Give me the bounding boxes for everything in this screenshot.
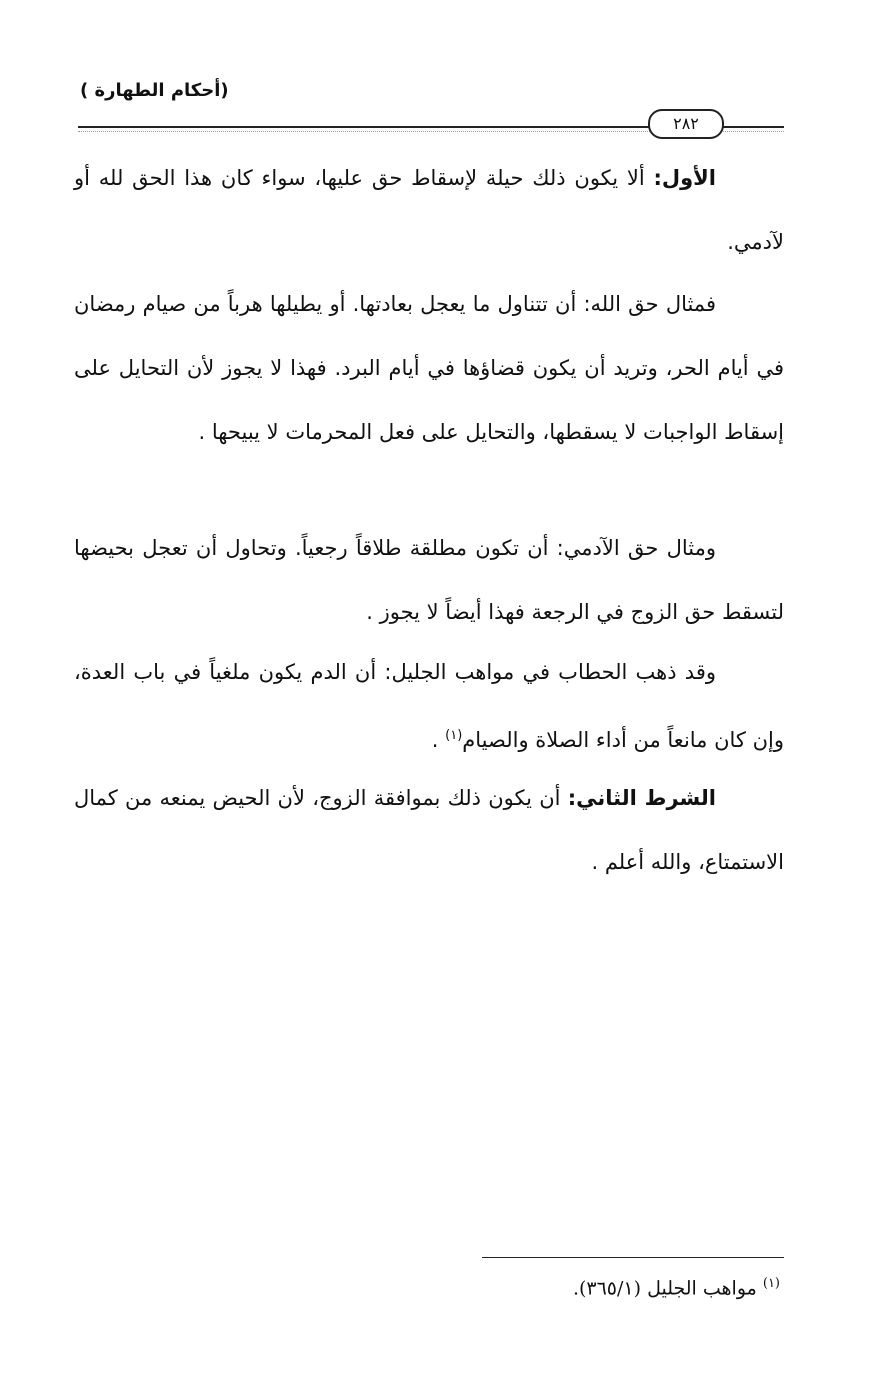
paragraph-2-text: فمثال حق الله: أن تتناول ما يعجل بعادتها. أو يطيلها هرباً من صيام رمضان في أيام الحر، وتريد أن يكون قضاؤها في أيام البرد. فهذا لا يجوز لأن التحايل على إسقاط الواجبات لا يسقطها، والتحايل على فعل المحرمات لا يبيحها . xyxy=(74,292,784,444)
paragraph-1-text: ألا يكون ذلك حيلة لإسقاط حق عليها، سواء كان هذا الحق لله أو لآدمي. xyxy=(74,166,784,254)
paragraph-1-label: الأول: xyxy=(653,166,716,190)
footnote-text: مواهب الجليل (٣٦٥/١). xyxy=(572,1277,763,1300)
footnote-separator xyxy=(482,1257,784,1258)
paragraph-5 xyxy=(74,766,784,894)
footnote-number: (١) xyxy=(762,1276,780,1291)
paragraph-3 xyxy=(74,516,784,644)
paragraph-4-text: وقد ذهب الحطاب في مواهب الجليل: أن الدم يكون ملغياً في باب العدة، وإن كان مانعاً من أداء الصلاة والصيام xyxy=(74,660,784,752)
paragraph-1 xyxy=(74,146,784,274)
page-number: ٢٨٢ xyxy=(648,109,724,139)
footnote xyxy=(480,1276,780,1299)
paragraph-5-text: أن يكون ذلك بموافقة الزوج، لأن الحيض يمنعه من كمال الاستمتاع، والله أعلم . xyxy=(74,786,784,874)
running-header-title: (أحكام الطهارة ) xyxy=(80,80,229,101)
paragraph-2 xyxy=(74,272,784,464)
paragraph-4 xyxy=(74,640,784,772)
footnote-reference[interactable]: (١) xyxy=(445,728,463,743)
paragraph-5-label: الشرط الثاني: xyxy=(567,786,716,810)
paragraph-3-text: ومثال حق الآدمي: أن تكون مطلقة طلاقاً رجعياً. وتحاول أن تعجل بحيضها لتسقط حق الزوج في الرجعة فهذا أيضاً لا يجوز . xyxy=(74,536,784,624)
paragraph-4-end: . xyxy=(431,728,446,752)
